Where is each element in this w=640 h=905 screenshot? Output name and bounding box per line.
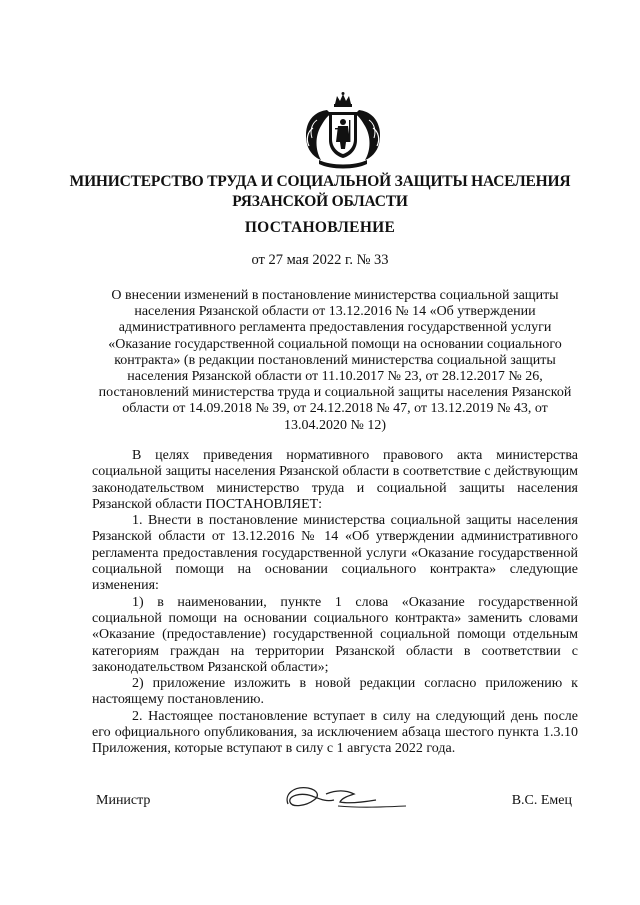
signatory-name: В.С. Емец	[511, 793, 572, 808]
item-1-paragraph: 1. Внести в постановление министерства социальной защиты населения Рязанской области от 13.12.2016 № 14 «Об утверждении административного регламента предоставления государственной услуги «Оказание государственной социальной помощи на основании социального контракта» следующие изменения:	[92, 513, 578, 594]
item-2-paragraph: 2. Настоящее постановление вступает в силу на следующий день после его официального опубликования, за исключением абзаца шестого пункта 1.3.10 Приложения, которые вступают в силу с 1 августа 2022 года.	[92, 708, 578, 757]
document-body	[92, 448, 578, 758]
item-1-1-paragraph: 1) в наименовании, пункте 1 слова «Оказание государственной социальной помощи на основании социального контракта» заменить словами «Оказание (предоставление) государственной социальной помощи отдельным категориям граждан на территории Рязанской области в соответствии с законодательством Рязанской области»;	[92, 594, 578, 675]
coat-of-arms-icon	[297, 92, 389, 172]
document-subject: О внесении изменений в постановление министерства социальной защиты населения Рязанской области от 13.12.2016 № 14 «Об утверждении административного регламента предоставления государственной услуги «Оказание государственной социальной помощи на основании социального контракта» (в редакции постановлений министерства социальной защиты населения Рязанской области от 11.10.2017 № 23, от 28.12.2017 № 26, постановлений министерства труда и социальной защиты населения Рязанской области от 14.09.2018 № 39, от 24.12.2018 № 47, от 13.12.2019 № 43, от 13.04.2020 № 12)	[98, 288, 572, 433]
document-type: ПОСТАНОВЛЕНИЕ	[244, 219, 396, 236]
ministry-name	[60, 172, 580, 212]
document-date-number: от 27 мая 2022 г. № 33	[251, 252, 389, 268]
ministry-line-1: МИНИСТЕРСТВО ТРУДА И СОЦИАЛЬНОЙ ЗАЩИТЫ НАСЕЛЕНИЯ	[69, 173, 571, 190]
item-1-2-paragraph: 2) приложение изложить в новой редакции согласно приложению к настоящему постановлению.	[92, 676, 578, 708]
handwritten-signature	[280, 780, 410, 816]
preamble-paragraph: В целях приведения нормативного правового акта министерства социальной защиты населения Рязанской области в соответствие с действующим законодательством министерство труда и социальной защиты населения Рязанской области ПОСТАНОВЛЯЕТ:	[92, 448, 578, 512]
signatory-title: Министр	[96, 793, 151, 808]
ministry-line-2: РЯЗАНСКОЙ ОБЛАСТИ	[232, 193, 408, 210]
